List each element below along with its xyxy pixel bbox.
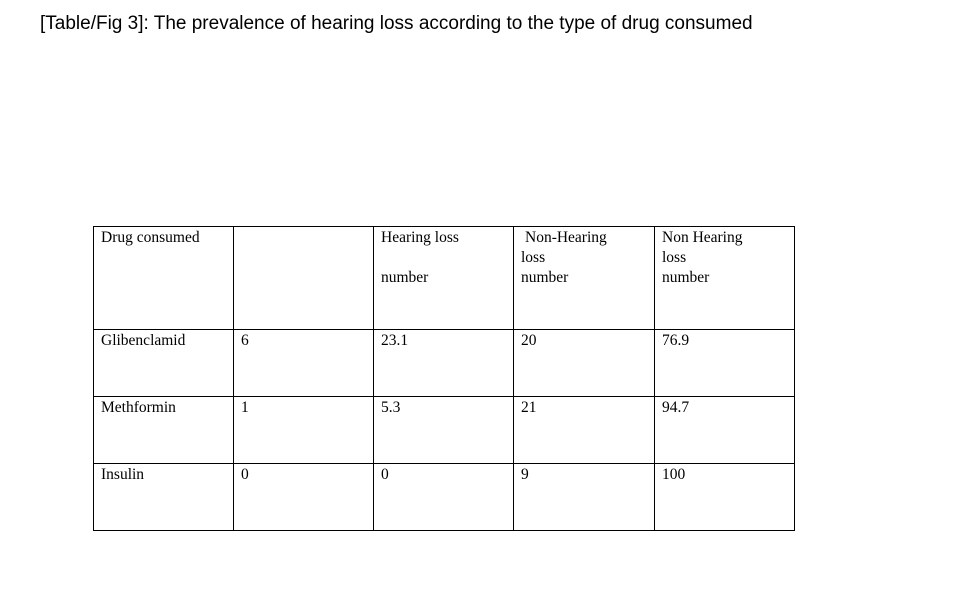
header-cell-non-hearing-loss-1 [514,227,655,330]
cell-col1: 1 [234,397,374,464]
drug-hearing-loss-table [93,226,795,531]
header-non-hearing-1-line2: loss [521,249,546,266]
cell-col4: 100 [655,464,795,531]
cell-col2: 5.3 [374,397,514,464]
cell-col3: 9 [514,464,655,531]
cell-col3: 20 [514,330,655,397]
header-cell-non-hearing-loss-2 [655,227,795,330]
cell-col4: 76.9 [655,330,795,397]
cell-col1: 6 [234,330,374,397]
header-hearing-loss-line2: number [381,269,429,286]
cell-col3: 21 [514,397,655,464]
table-row [94,330,795,397]
header-cell-blank [234,227,374,330]
header-non-hearing-2-line2: loss [662,249,687,266]
cell-drug: Glibenclamid [94,330,234,397]
cell-drug: Methformin [94,397,234,464]
table-row [94,464,795,531]
cell-col2: 0 [374,464,514,531]
header-cell-drug [94,227,234,330]
cell-drug: Insulin [94,464,234,531]
figure-caption: [Table/Fig 3]: The prevalence of hearing loss according to the type of drug consumed [40,13,753,34]
cell-col4: 94.7 [655,397,795,464]
table-row [94,397,795,464]
cell-col1: 0 [234,464,374,531]
header-non-hearing-2-line1: Non Hearing [662,229,743,246]
header-non-hearing-2-line3: number [662,269,710,286]
header-cell-hearing-loss [374,227,514,330]
header-drug-label: Drug consumed [101,229,200,246]
cell-col2: 23.1 [374,330,514,397]
table-header-row [94,227,795,330]
header-non-hearing-1-line3: number [521,269,569,286]
header-hearing-loss-line1: Hearing loss [381,229,459,246]
header-non-hearing-1-line1: Non-Hearing [525,229,607,246]
